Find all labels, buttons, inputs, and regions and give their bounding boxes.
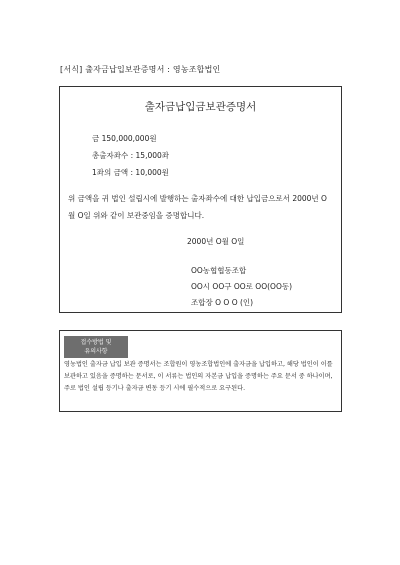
issue-date: 2000년 O월 O일 <box>187 237 245 246</box>
issuer-signature: 조합장 O O O (인) <box>191 298 254 307</box>
per-share-line: 1좌의 금액 : 10,000원 <box>92 168 169 177</box>
certificate-statement: 위 금액을 귀 법인 설립시에 발행하는 출자좌수에 대한 납입금으로서 2000년 O월 O일 위와 같이 보관중임을 증명합니다. <box>68 194 327 220</box>
notes-box <box>59 330 342 412</box>
notes-text: 영농법인 출자금 납입 보관 증명서는 조합원이 영농조합법인에 출자금을 납입하고, 해당 법인이 이를 보관하고 있음을 증명하는 문서로, 이 서류는 법인의 자본금 납입을 증명하는 주요 문서 중 하나이며, 주로 법인 설립 등기나 출자금 변동 등기 시에 필수적으로 요구된다. <box>64 361 333 392</box>
notes-tag <box>64 336 128 358</box>
notes-tag-line2: 유의사항 <box>84 348 108 355</box>
certificate-title: 출자금납입금보관증명서 <box>144 101 257 113</box>
certificate-box <box>59 86 342 313</box>
amount-line: 금 150,000,000원 <box>92 134 157 143</box>
form-header-label: [서식] 출자금납입보관증명서 : 영농조합법인 <box>60 65 221 74</box>
notes-tag-line1: 접수방법 및 <box>80 339 112 346</box>
issuer-name: OO농협협동조합 <box>191 266 247 275</box>
issuer-address: OO시 OO구 OO로 OO(OO동) <box>191 282 293 291</box>
total-shares-line: 총출자좌수 : 15,000좌 <box>92 151 170 160</box>
